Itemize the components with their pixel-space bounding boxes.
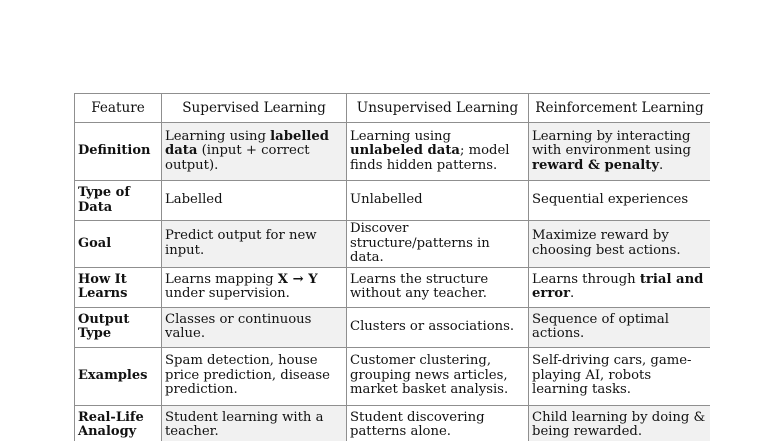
header-reinforcement: Reinforcement Learning (529, 94, 711, 123)
cell-reinforcement-output: Sequence of optimal actions. (529, 307, 711, 347)
cell-supervised-how (162, 267, 347, 307)
cell-unsupervised-analogy: Student discovering patterns alone. (347, 405, 529, 441)
header-feature: Feature (75, 94, 162, 123)
cell-text: Learns mapping (165, 271, 278, 287)
ml-comparison-table (74, 93, 710, 441)
cell-unsupervised-examples: Customer clustering, grouping news articles, market basket analysis. (347, 347, 529, 405)
cell-reinforcement-analogy: Child learning by doing & being rewarded. (529, 405, 711, 441)
cell-reinforcement-how (529, 267, 711, 307)
cell-text: Learning by interacting with environment using (532, 128, 691, 159)
cell-bold-text: unlabeled data (350, 143, 460, 159)
cell-supervised-type: Labelled (162, 181, 347, 221)
table-row (75, 267, 711, 307)
cell-text: . (570, 286, 575, 302)
row-label-definition: Definition (75, 123, 162, 181)
cell-unsupervised-output: Clusters or associations. (347, 307, 529, 347)
cell-supervised-output: Classes or continuous value. (162, 307, 347, 347)
header-unsupervised: Unsupervised Learning (347, 94, 529, 123)
table-header-row (75, 94, 711, 123)
cell-bold-text: reward & penalty (532, 157, 660, 173)
cell-bold-text: trial and error (532, 271, 704, 302)
comparison-table-container (74, 93, 710, 441)
row-label-examples: Examples (75, 347, 162, 405)
cell-unsupervised-type: Unlabelled (347, 181, 529, 221)
row-label-how-it-learns: How It Learns (75, 267, 162, 307)
row-label-type-of-data: Type of Data (75, 181, 162, 221)
cell-bold-text: X → Y (277, 271, 318, 287)
cell-text: (input + correct output). (165, 143, 310, 173)
row-label-goal: Goal (75, 221, 162, 268)
cell-supervised-definition (162, 123, 347, 181)
table-row (75, 307, 711, 347)
cell-reinforcement-type: Sequential experiences (529, 181, 711, 221)
cell-supervised-analogy: Student learning with a teacher. (162, 405, 347, 441)
table-row (75, 123, 711, 181)
cell-supervised-examples: Spam detection, house price prediction, disease prediction. (162, 347, 347, 405)
cell-text: under supervision. (165, 286, 290, 302)
cell-text: Learning using (350, 128, 451, 144)
table-row (75, 347, 711, 405)
table-row (75, 405, 711, 441)
cell-text: ; model finds hidden patterns. (350, 143, 510, 173)
cell-reinforcement-goal: Maximize reward by choosing best actions. (529, 221, 711, 268)
cell-unsupervised-goal: Discover structure/patterns in data. (347, 221, 529, 268)
row-label-real-life-analogy: Real-Life Analogy (75, 405, 162, 441)
cell-unsupervised-definition (347, 123, 529, 181)
table-row (75, 181, 711, 221)
cell-unsupervised-how: Learns the structure without any teacher. (347, 267, 529, 307)
cell-reinforcement-examples: Self-driving cars, game-playing AI, robots learning tasks. (529, 347, 711, 405)
row-label-output-type: Output Type (75, 307, 162, 347)
cell-reinforcement-definition (529, 123, 711, 181)
cell-text: Learning using (165, 128, 271, 144)
header-supervised: Supervised Learning (162, 94, 347, 123)
cell-supervised-goal: Predict output for new input. (162, 221, 347, 268)
cell-text: . (659, 157, 664, 173)
cell-bold-text: labelled data (165, 128, 329, 159)
cell-text: Learns through (532, 271, 640, 287)
table-row (75, 221, 711, 268)
